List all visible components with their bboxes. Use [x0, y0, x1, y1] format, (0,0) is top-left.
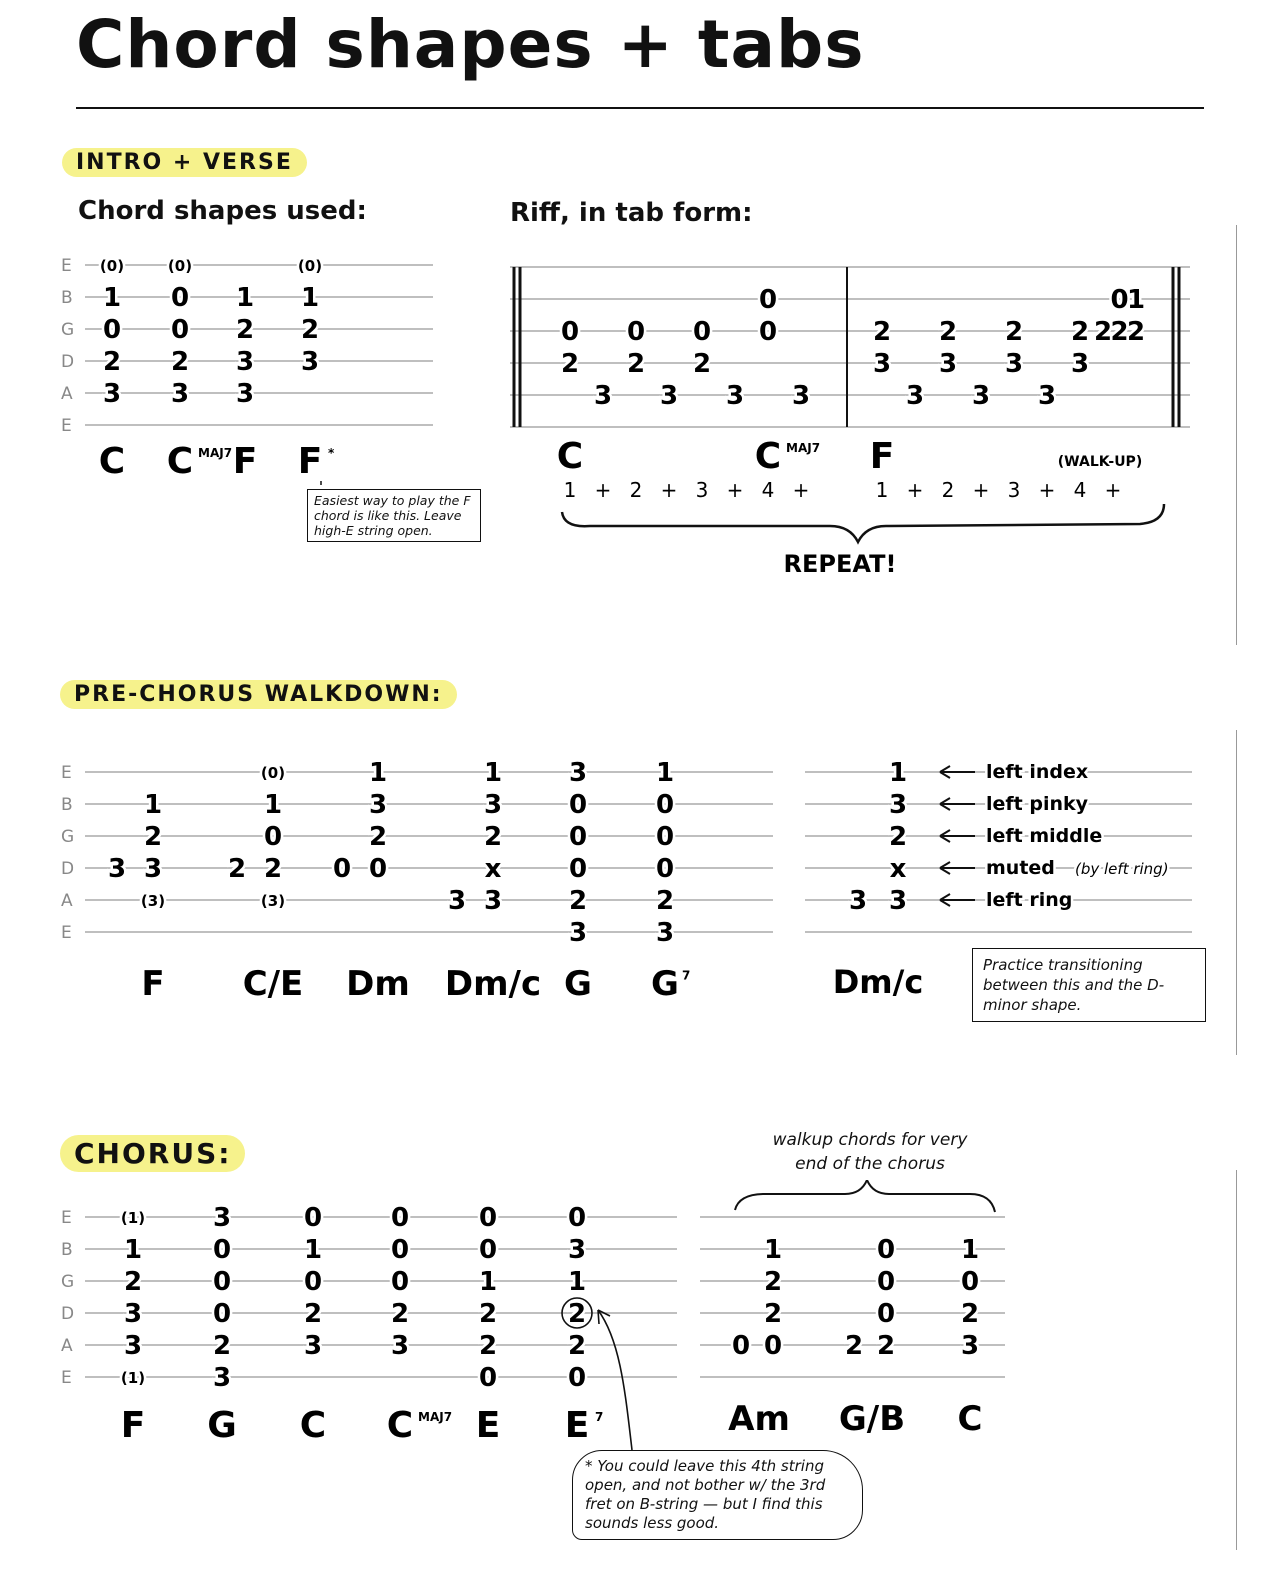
string-label-d: D: [61, 352, 75, 372]
finger-arrow: [940, 798, 975, 810]
repeat-label: REPEAT!: [783, 550, 897, 578]
fret-number: 0: [390, 1235, 410, 1265]
fret-number: (3): [260, 892, 286, 910]
finger-label: left ring: [986, 889, 1073, 911]
fret-number: 2: [655, 886, 675, 916]
fret-number: 0: [876, 1235, 896, 1265]
chord-name: Am: [728, 1399, 790, 1439]
string-label-e: E: [61, 1208, 72, 1228]
fret-number: 0: [876, 1299, 896, 1329]
fret-number: 3: [655, 918, 675, 948]
fret-number: 3: [1004, 349, 1024, 379]
fret-number: 2: [1070, 317, 1090, 347]
title-divider: [76, 107, 1204, 109]
fret-number: 2: [300, 315, 320, 345]
fret-number: 3: [960, 1331, 980, 1361]
fret-number: 0: [212, 1267, 232, 1297]
fret-number: 1: [567, 1267, 587, 1297]
fret-number: 2: [368, 822, 388, 852]
fret-number: 2: [123, 1267, 143, 1297]
string-label-e: E: [61, 256, 72, 276]
fret-number: (3): [140, 892, 166, 910]
fret-number: 3: [568, 758, 588, 788]
intro-chord-shapes-tab: [55, 245, 440, 485]
finger-arrow: [940, 862, 975, 874]
beat-count: 3: [695, 478, 709, 502]
chord-name: F: [869, 436, 895, 477]
fret-number: 0: [390, 1203, 410, 1233]
fret-number: 2: [390, 1299, 410, 1329]
fret-number: 2: [692, 349, 712, 379]
prechorus-walkdown-tab: [55, 750, 785, 1010]
fret-number: 2: [763, 1299, 783, 1329]
fret-number: 3: [593, 381, 613, 411]
fret-number: 0: [478, 1363, 498, 1393]
chord-name: C: [386, 1405, 414, 1446]
fret-number: 3: [212, 1363, 232, 1393]
fret-number: x: [484, 854, 502, 884]
fret-number: 2: [478, 1331, 498, 1361]
string-label-e: E: [61, 923, 72, 943]
chord-name: G/B: [838, 1399, 906, 1439]
fret-number: 3: [938, 349, 958, 379]
chord-name: Dm/c: [444, 964, 542, 1004]
f-chord-note: Easiest way to play the F chord is like this. Leave high-E string open.: [307, 489, 481, 542]
fret-number: 0: [303, 1203, 323, 1233]
string-label-g: G: [61, 827, 75, 847]
finger-arrow: [940, 830, 975, 842]
chord-superscript: MAJ7: [198, 445, 233, 460]
string-label-e: E: [61, 763, 72, 783]
fret-number: 2: [938, 317, 958, 347]
fret-number: 0: [1110, 285, 1129, 315]
fret-number: 2: [483, 822, 503, 852]
beat-count: 2: [941, 478, 955, 502]
fret-number: 1: [483, 758, 503, 788]
fret-number: 0: [478, 1235, 498, 1265]
beat-count: 2: [629, 478, 643, 502]
chord-name: Dm: [346, 964, 410, 1004]
fret-number: 0: [368, 854, 388, 884]
fret-number: 0: [560, 317, 580, 347]
fret-number: 3: [170, 379, 190, 409]
fret-number: (0): [167, 257, 193, 275]
chord-name: F: [232, 441, 258, 482]
fret-number: 1: [960, 1235, 980, 1265]
walkup-chord-tab: [695, 1180, 1005, 1460]
chord-superscript: 7: [595, 1409, 604, 1424]
fret-number: 0: [332, 854, 352, 884]
fret-number: 2: [872, 317, 892, 347]
e7-note: * You could leave this 4th string open, and not bother w/ the 3rd fret on B-string — but I find this sounds less good.: [572, 1450, 863, 1540]
fret-number: 1: [143, 790, 163, 820]
fret-number: 3: [568, 918, 588, 948]
fret-number: 0: [655, 854, 675, 884]
fret-number: 0: [170, 315, 190, 345]
intro-riff-tab: [500, 250, 1200, 590]
repeat-brace: [562, 504, 1164, 542]
fret-number: 3: [390, 1331, 410, 1361]
finger-label: left index: [986, 761, 1089, 783]
fret-number: 2: [567, 1331, 587, 1361]
chord-superscript: *: [328, 445, 335, 460]
beat-count: +: [906, 478, 924, 502]
fret-number: 0: [568, 854, 588, 884]
fret-number: 2: [235, 315, 255, 345]
fret-number: 1: [300, 283, 320, 313]
fret-number: 0: [655, 822, 675, 852]
beat-count: +: [972, 478, 990, 502]
fret-number: 3: [791, 381, 811, 411]
fret-number: 3: [123, 1331, 143, 1361]
page-title: Chord shapes + tabs: [76, 6, 865, 83]
chord-name: C/E: [242, 964, 304, 1004]
fret-number: 3: [303, 1331, 323, 1361]
fret-number: 0: [758, 285, 778, 315]
fret-number: 1: [478, 1267, 498, 1297]
fret-number: 0: [692, 317, 712, 347]
finger-label: muted: [986, 857, 1055, 879]
fret-number: 1: [888, 758, 908, 788]
fret-number: 2: [626, 349, 646, 379]
page-edge: [1236, 730, 1237, 1055]
fret-number: 2: [1110, 317, 1129, 347]
chord-name: F: [141, 964, 165, 1004]
finger-label: left middle: [986, 825, 1103, 847]
finger-arrow: [940, 894, 975, 906]
chord-name: C: [754, 436, 782, 477]
fret-number: 3: [212, 1203, 232, 1233]
string-label-e: E: [61, 416, 72, 436]
fret-number: 0: [731, 1331, 751, 1361]
walk-up-label: (WALK-UP): [1057, 454, 1143, 470]
fret-number: 3: [483, 790, 503, 820]
chord-name: C: [957, 1399, 983, 1439]
fret-number: 3: [235, 347, 255, 377]
finger-arrow: [940, 766, 975, 778]
fret-number: 2: [1094, 317, 1113, 347]
page-edge: [1236, 1170, 1237, 1550]
fret-number: 2: [1004, 317, 1024, 347]
fret-number: 1: [763, 1235, 783, 1265]
chord-name: F: [120, 1405, 146, 1446]
finger-label: left pinky: [986, 793, 1089, 815]
fret-number: 2: [888, 822, 908, 852]
fret-number: 3: [872, 349, 892, 379]
fret-number: 1: [235, 283, 255, 313]
string-label-d: D: [61, 859, 75, 879]
chord-shapes-label: Chord shapes used:: [78, 196, 367, 226]
string-label-b: B: [61, 795, 73, 815]
fret-number: 2: [478, 1299, 498, 1329]
string-label-g: G: [61, 1272, 75, 1292]
fret-number: (0): [99, 257, 125, 275]
chord-superscript: 7: [682, 968, 691, 983]
beat-count: 4: [1073, 478, 1087, 502]
fret-number: (1): [120, 1369, 146, 1387]
beat-count: +: [660, 478, 678, 502]
fret-number: 0: [626, 317, 646, 347]
fret-number: 1: [263, 790, 283, 820]
string-label-a: A: [61, 1336, 73, 1356]
fret-number: 1: [102, 283, 122, 313]
fret-number: 2: [303, 1299, 323, 1329]
fret-number: 3: [102, 379, 122, 409]
walkup-brace: [735, 1180, 995, 1212]
fret-number: 3: [1037, 381, 1057, 411]
fret-number: 3: [483, 886, 503, 916]
chord-name: G: [564, 964, 592, 1004]
fret-number: 2: [960, 1299, 980, 1329]
string-label-e: E: [61, 1368, 72, 1388]
fret-number: (0): [297, 257, 323, 275]
section-heading-prechorus: PRE-CHORUS WALKDOWN:: [60, 680, 457, 709]
section-heading-intro: INTRO + VERSE: [62, 148, 307, 177]
chord-name: E: [564, 1405, 590, 1446]
fret-number: x: [889, 854, 907, 884]
fret-number: 2: [263, 854, 283, 884]
chord-name: C: [556, 436, 584, 477]
fret-number: 2: [227, 854, 247, 884]
fret-number: 0: [478, 1203, 498, 1233]
string-label-b: B: [61, 1240, 73, 1260]
fret-number: 3: [567, 1235, 587, 1265]
fret-number: 0: [263, 822, 283, 852]
fret-number: 2: [102, 347, 122, 377]
fret-number: 0: [567, 1363, 587, 1393]
fret-number: 0: [568, 822, 588, 852]
fret-number: 3: [300, 347, 320, 377]
string-label-a: A: [61, 891, 73, 911]
fret-number: 2: [567, 1299, 587, 1329]
fret-number: 3: [725, 381, 745, 411]
fret-number: 1: [303, 1235, 323, 1265]
fret-number: (0): [260, 764, 286, 782]
fret-number: 0: [212, 1299, 232, 1329]
chord-name: E: [475, 1405, 501, 1446]
chord-name: Dm/c: [832, 963, 924, 1001]
string-label-a: A: [61, 384, 73, 404]
fret-number: 0: [303, 1267, 323, 1297]
fret-number: 3: [123, 1299, 143, 1329]
walkup-caption: walkup chords for very end of the chorus: [772, 1130, 968, 1174]
beat-count: +: [1038, 478, 1056, 502]
fret-number: 1: [655, 758, 675, 788]
beat-count: 3: [1007, 478, 1021, 502]
fret-number: 3: [235, 379, 255, 409]
beat-count: 4: [761, 478, 775, 502]
beat-count: 1: [563, 478, 577, 502]
fret-number: (1): [120, 1209, 146, 1227]
string-label-b: B: [61, 288, 73, 308]
fret-number: 3: [447, 886, 467, 916]
fret-number: 2: [844, 1331, 864, 1361]
fret-number: 3: [143, 854, 163, 884]
chord-name: C: [166, 441, 194, 482]
fret-number: 3: [659, 381, 679, 411]
fret-number: 3: [905, 381, 925, 411]
fret-number: 2: [170, 347, 190, 377]
fret-number: 0: [758, 317, 778, 347]
fret-number: 1: [1127, 285, 1146, 315]
fret-number: 0: [390, 1267, 410, 1297]
fret-number: 0: [170, 283, 190, 313]
chord-name: C: [299, 1405, 327, 1446]
beat-count: +: [594, 478, 612, 502]
fret-number: 3: [1070, 349, 1090, 379]
fret-number: 0: [212, 1235, 232, 1265]
fret-number: 3: [848, 886, 868, 916]
fret-number: 2: [876, 1331, 896, 1361]
fret-number: 2: [568, 886, 588, 916]
section-heading-chorus: CHORUS:: [60, 1135, 245, 1172]
fret-number: 3: [888, 886, 908, 916]
fret-number: 2: [1127, 317, 1146, 347]
fret-number: 0: [567, 1203, 587, 1233]
fret-number: 2: [763, 1267, 783, 1297]
fret-number: 1: [368, 758, 388, 788]
fret-number: 3: [971, 381, 991, 411]
fret-number: 1: [123, 1235, 143, 1265]
string-label-g: G: [61, 320, 75, 340]
fret-number: 0: [763, 1331, 783, 1361]
fret-number: 3: [107, 854, 127, 884]
finger-extra: (by left ring): [1075, 860, 1169, 878]
chord-name: C: [98, 441, 126, 482]
fret-number: 2: [212, 1331, 232, 1361]
chord-name: F: [297, 441, 323, 482]
fret-number: 0: [655, 790, 675, 820]
beat-count: 1: [875, 478, 889, 502]
practice-note: Practice transitioning between this and the D-minor shape.: [972, 948, 1206, 1022]
e7-note-arrow: [590, 1300, 650, 1460]
beat-count: +: [792, 478, 810, 502]
riff-label: Riff, in tab form:: [510, 198, 753, 228]
fret-number: 2: [143, 822, 163, 852]
fret-number: 2: [560, 349, 580, 379]
fret-number: 0: [568, 790, 588, 820]
chord-name: G: [651, 964, 679, 1004]
page-edge: [1236, 225, 1237, 645]
beat-count: +: [726, 478, 744, 502]
string-label-d: D: [61, 1304, 75, 1324]
fret-number: 3: [888, 790, 908, 820]
fret-number: 0: [876, 1267, 896, 1297]
fret-number: 0: [960, 1267, 980, 1297]
chord-name: G: [207, 1405, 237, 1446]
fret-number: 3: [368, 790, 388, 820]
chord-superscript: MAJ7: [418, 1409, 453, 1424]
fret-number: 0: [102, 315, 122, 345]
beat-count: +: [1104, 478, 1122, 502]
chord-superscript: MAJ7: [786, 440, 821, 455]
